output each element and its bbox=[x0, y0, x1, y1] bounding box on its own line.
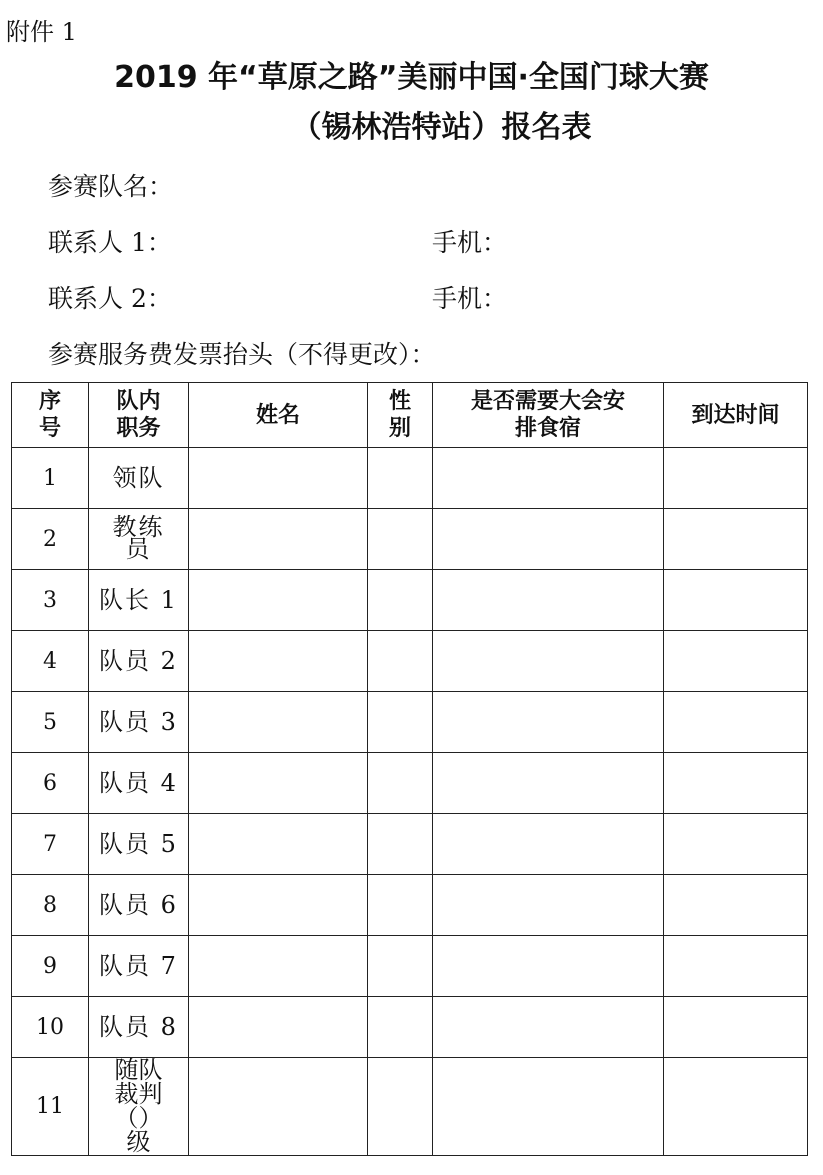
registration-table bbox=[11, 382, 808, 1156]
row-role: 队员 2 bbox=[89, 631, 189, 692]
phone2-label: 手机： bbox=[432, 284, 508, 313]
row-number: 4 bbox=[12, 631, 89, 692]
row-number: 9 bbox=[12, 936, 89, 997]
name-cell[interactable] bbox=[189, 692, 368, 753]
gender-cell[interactable] bbox=[368, 936, 433, 997]
row-number: 1 bbox=[12, 448, 89, 509]
table-row bbox=[12, 1058, 808, 1156]
gender-cell[interactable] bbox=[368, 1058, 433, 1156]
gender-cell[interactable] bbox=[368, 509, 433, 570]
row-number: 11 bbox=[12, 1058, 89, 1156]
arrival-cell[interactable] bbox=[664, 753, 808, 814]
row-number: 10 bbox=[12, 997, 89, 1058]
arrival-cell[interactable] bbox=[664, 814, 808, 875]
name-cell[interactable] bbox=[189, 570, 368, 631]
row-role: 队员 8 bbox=[89, 997, 189, 1058]
arrival-cell[interactable] bbox=[664, 692, 808, 753]
accommodation-cell[interactable] bbox=[433, 570, 664, 631]
row-number: 5 bbox=[12, 692, 89, 753]
row-role: 队员 4 bbox=[89, 753, 189, 814]
arrival-cell[interactable] bbox=[664, 509, 808, 570]
row-role: 队长 1 bbox=[89, 570, 189, 631]
arrival-cell[interactable] bbox=[664, 936, 808, 997]
arrival-cell[interactable] bbox=[664, 448, 808, 509]
gender-cell[interactable] bbox=[368, 997, 433, 1058]
name-cell[interactable] bbox=[189, 509, 368, 570]
row-number: 7 bbox=[12, 814, 89, 875]
row-role: 队员 5 bbox=[89, 814, 189, 875]
invoice-title-label: 参赛服务费发票抬头（不得更改）： bbox=[48, 340, 436, 369]
table-row bbox=[12, 753, 808, 814]
accommodation-cell[interactable] bbox=[433, 814, 664, 875]
accommodation-cell[interactable] bbox=[433, 509, 664, 570]
gender-cell[interactable] bbox=[368, 448, 433, 509]
row-role: 队员 6 bbox=[89, 875, 189, 936]
table-row bbox=[12, 997, 808, 1058]
header-duty: 队内职务 bbox=[89, 383, 189, 448]
arrival-cell[interactable] bbox=[664, 875, 808, 936]
name-cell[interactable] bbox=[189, 875, 368, 936]
header-arrival: 到达时间 bbox=[664, 383, 808, 448]
gender-cell[interactable] bbox=[368, 875, 433, 936]
table-row bbox=[12, 875, 808, 936]
row-role: 教练员 bbox=[89, 509, 189, 570]
table-row bbox=[12, 814, 808, 875]
arrival-cell[interactable] bbox=[664, 631, 808, 692]
accommodation-cell[interactable] bbox=[433, 936, 664, 997]
row-role: 队员 7 bbox=[89, 936, 189, 997]
row-role: 随队裁判（）级 bbox=[89, 1058, 189, 1156]
name-cell[interactable] bbox=[189, 631, 368, 692]
row-number: 6 bbox=[12, 753, 89, 814]
name-cell[interactable] bbox=[189, 753, 368, 814]
header-gender: 性别 bbox=[368, 383, 433, 448]
name-cell[interactable] bbox=[189, 448, 368, 509]
row-number: 8 bbox=[12, 875, 89, 936]
contact1-label: 联系人 1： bbox=[48, 228, 172, 257]
arrival-cell[interactable] bbox=[664, 997, 808, 1058]
accommodation-cell[interactable] bbox=[433, 875, 664, 936]
accommodation-cell[interactable] bbox=[433, 997, 664, 1058]
form-title: 2019 年“草原之路”美丽中国·全国门球大赛 bbox=[114, 60, 709, 95]
accommodation-cell[interactable] bbox=[433, 448, 664, 509]
name-cell[interactable] bbox=[189, 936, 368, 997]
gender-cell[interactable] bbox=[368, 692, 433, 753]
row-role: 队员 3 bbox=[89, 692, 189, 753]
row-number: 2 bbox=[12, 509, 89, 570]
name-cell[interactable] bbox=[189, 814, 368, 875]
header-name: 姓名 bbox=[189, 383, 368, 448]
contact2-label: 联系人 2： bbox=[48, 284, 172, 313]
header-no: 序号 bbox=[12, 383, 89, 448]
form-subtitle: （锡林浩特站）报名表 bbox=[291, 110, 592, 145]
name-cell[interactable] bbox=[189, 1058, 368, 1156]
row-role: 领队 bbox=[89, 448, 189, 509]
arrival-cell[interactable] bbox=[664, 570, 808, 631]
gender-cell[interactable] bbox=[368, 631, 433, 692]
accommodation-cell[interactable] bbox=[433, 753, 664, 814]
name-cell[interactable] bbox=[189, 997, 368, 1058]
team-name-label: 参赛队名： bbox=[48, 172, 174, 201]
table-row bbox=[12, 631, 808, 692]
table-row bbox=[12, 692, 808, 753]
table-row bbox=[12, 570, 808, 631]
arrival-cell[interactable] bbox=[664, 1058, 808, 1156]
gender-cell[interactable] bbox=[368, 814, 433, 875]
table-row bbox=[12, 448, 808, 509]
table-header-row bbox=[12, 383, 808, 448]
accommodation-cell[interactable] bbox=[433, 1058, 664, 1156]
gender-cell[interactable] bbox=[368, 753, 433, 814]
table-row bbox=[12, 509, 808, 570]
header-accommodation: 是否需要大会安排食宿 bbox=[433, 383, 664, 448]
phone1-label: 手机： bbox=[432, 228, 508, 257]
row-number: 3 bbox=[12, 570, 89, 631]
accommodation-cell[interactable] bbox=[433, 631, 664, 692]
table-row bbox=[12, 936, 808, 997]
gender-cell[interactable] bbox=[368, 570, 433, 631]
accommodation-cell[interactable] bbox=[433, 692, 664, 753]
attachment-label: 附件 1 bbox=[6, 18, 77, 46]
